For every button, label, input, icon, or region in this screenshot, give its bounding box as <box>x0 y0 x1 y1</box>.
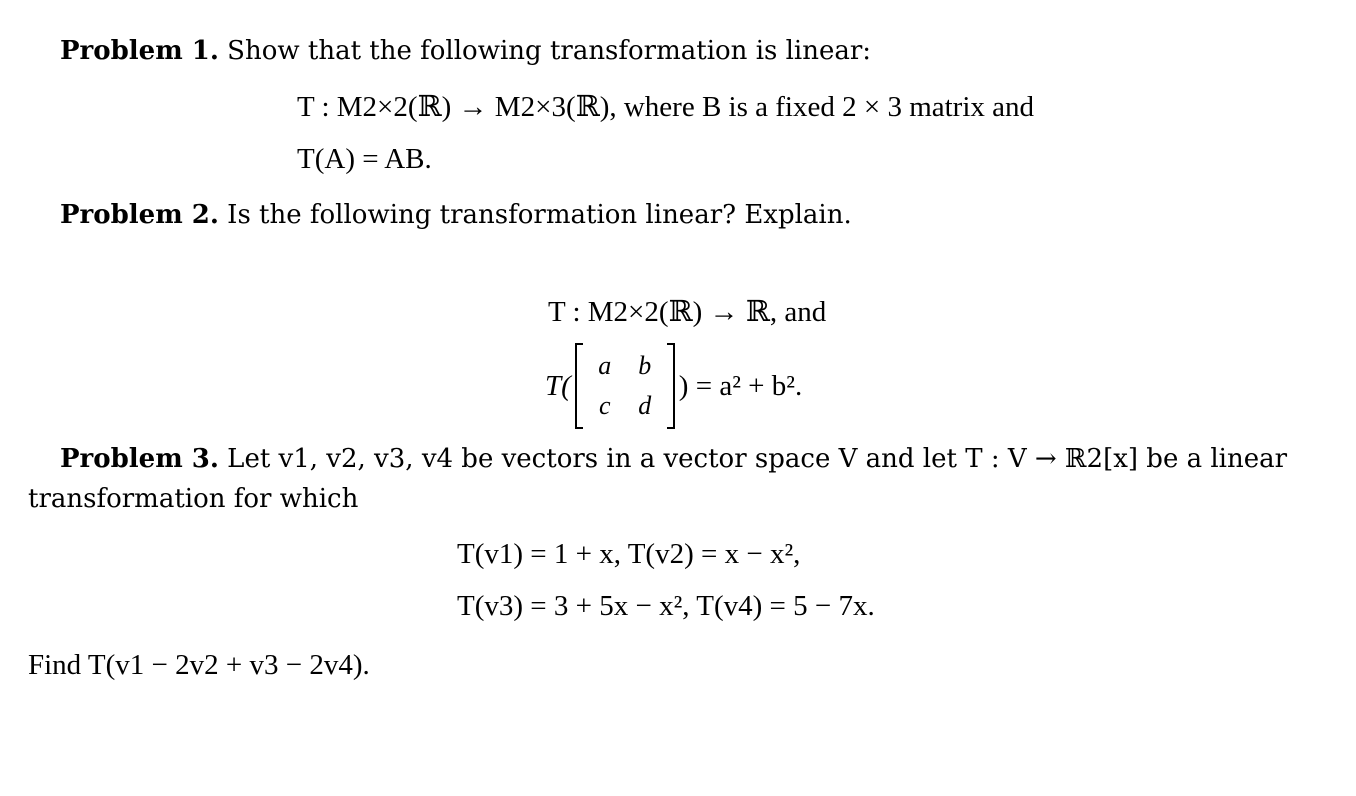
matrix-entry-b: b <box>638 351 652 380</box>
problem-2-label: Problem 2. <box>60 200 219 230</box>
matrix-2x2 <box>583 346 667 426</box>
problem-2-function-close: ) <box>678 369 696 402</box>
problem-2-statement: Is the following transformation linear? Explain. <box>227 200 852 230</box>
matrix-entry-c: c <box>599 391 611 420</box>
problem-1-equation-line-1: T : M2×2(ℝ) → M2×3(ℝ), where B is a fixed 2 × 3 matrix and <box>297 91 1035 123</box>
problem-2-rhs: = a² + b². <box>695 369 803 402</box>
problem-1-equation-line-2: T(A) = AB. <box>297 143 432 175</box>
matrix-left-bracket <box>575 343 583 429</box>
matrix-entry-a: a <box>598 351 612 380</box>
problem-3-heading <box>60 446 1287 472</box>
problem-2-function-open: T( <box>545 369 571 402</box>
problem-1-heading <box>60 38 871 64</box>
problem-3-statement-part-2: transformation for which <box>28 484 359 514</box>
problem-3-find: Find T(v1 − 2v2 + v3 − 2v4). <box>28 649 370 681</box>
problem-2-equation-line-1: T : M2×2(ℝ) → ℝ, and <box>548 296 827 328</box>
problem-1-label: Problem 1. <box>60 36 219 66</box>
problem-3-equation-line-2: T(v3) = 3 + 5x − x², T(v4) = 5 − 7x. <box>457 590 875 622</box>
problem-1-statement: Show that the following transformation is linear: <box>227 36 872 66</box>
problem-3-equation-line-1: T(v1) = 1 + x, T(v2) = x − x², <box>457 538 801 570</box>
problem-3-statement-part-1: Let v1, v2, v3, v4 be vectors in a vector space V and let T : V → ℝ2[x] be a linear <box>227 444 1288 474</box>
problem-2-matrix-equation <box>545 340 802 432</box>
problem-2-heading <box>60 202 852 228</box>
matrix-entry-d: d <box>638 391 652 420</box>
matrix-right-bracket <box>667 343 675 429</box>
problem-3-label: Problem 3. <box>60 444 219 474</box>
